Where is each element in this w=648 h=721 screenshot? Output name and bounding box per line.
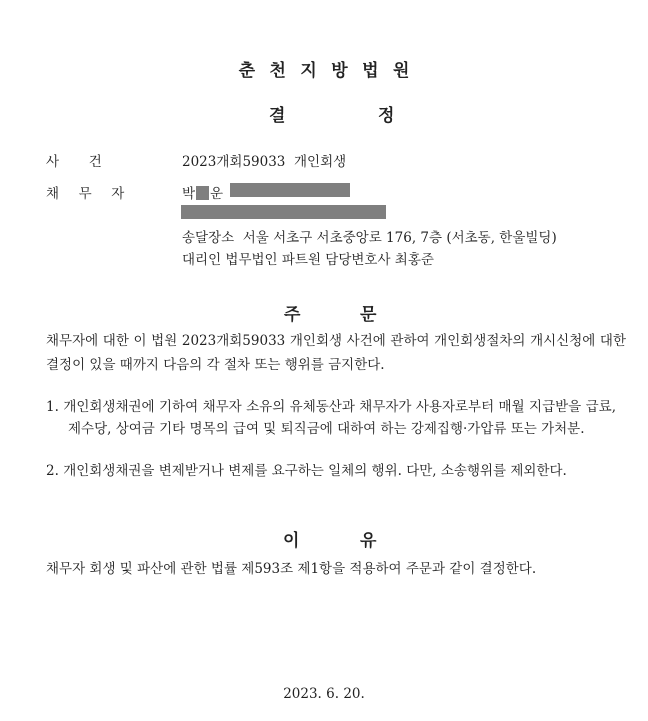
- document-title-right: 정: [378, 106, 395, 126]
- order-heading-left: 주: [284, 305, 301, 325]
- item-text: 개인회생채권에 기하여 채무자 소유의 유체동산과 채무자가 사용자로부터 매월 지급받을 급료, 제수당, 상여금 기타 명목의 급여 및 퇴직금에 대하여 하는 강제집행·가압류 또는 가처분.: [63, 399, 616, 437]
- reason-heading-right: 유: [360, 531, 377, 551]
- list-item: [46, 460, 616, 482]
- order-heading-right: 문: [360, 305, 377, 325]
- redacted-block: [181, 205, 386, 219]
- case-type: 개인회생: [293, 154, 347, 170]
- court-name: 춘천지방법원: [238, 61, 424, 81]
- case-info: [182, 150, 346, 170]
- service-address-text: 서울 서초구 서초중앙로 176, 7층 (서초동, 한울빌딩): [242, 230, 557, 246]
- decision-date: 2023. 6. 20.: [283, 686, 365, 702]
- debtor-name: [182, 182, 223, 202]
- agent-text: 법무법인 파트원 담당변호사 최홍준: [225, 252, 434, 268]
- order-text: 채무자에 대한 이 법원 2023개회59033 개인회생 사건에 관하여 개인회생절차의 개시신청에 대한 결정이 있을 때까지 다음의 각 절차 또는 행위를 금지한다.: [46, 333, 626, 373]
- debtor-name-last: 운: [210, 186, 224, 202]
- case-label: 사건: [46, 154, 132, 170]
- item-text: 개인회생채권을 변제받거나 변제를 요구하는 일체의 행위. 다만, 소송행위를 제외한다.: [63, 463, 567, 479]
- service-address: [182, 226, 557, 246]
- redacted-block: [196, 186, 209, 200]
- agent-label: 대리인: [182, 252, 222, 268]
- debtor-name-first: 박: [182, 186, 196, 202]
- list-item: [46, 396, 616, 440]
- document-title-left: 결: [269, 106, 286, 126]
- debtor-label: 채무자: [46, 186, 144, 202]
- spacer: [234, 230, 243, 246]
- redacted-block: [230, 183, 350, 197]
- spacer: [285, 154, 294, 170]
- reason-text: 채무자 회생 및 파산에 관한 법률 제593조 제1항을 적용하여 주문과 같이 결정한다.: [46, 561, 537, 577]
- service-address-label: 송달장소: [182, 230, 235, 246]
- item-number: 2.: [46, 463, 59, 479]
- reason-heading-left: 이: [283, 531, 300, 551]
- item-number: 1.: [46, 399, 59, 415]
- agent: [182, 248, 434, 268]
- case-number: 2023개회59033: [182, 154, 286, 170]
